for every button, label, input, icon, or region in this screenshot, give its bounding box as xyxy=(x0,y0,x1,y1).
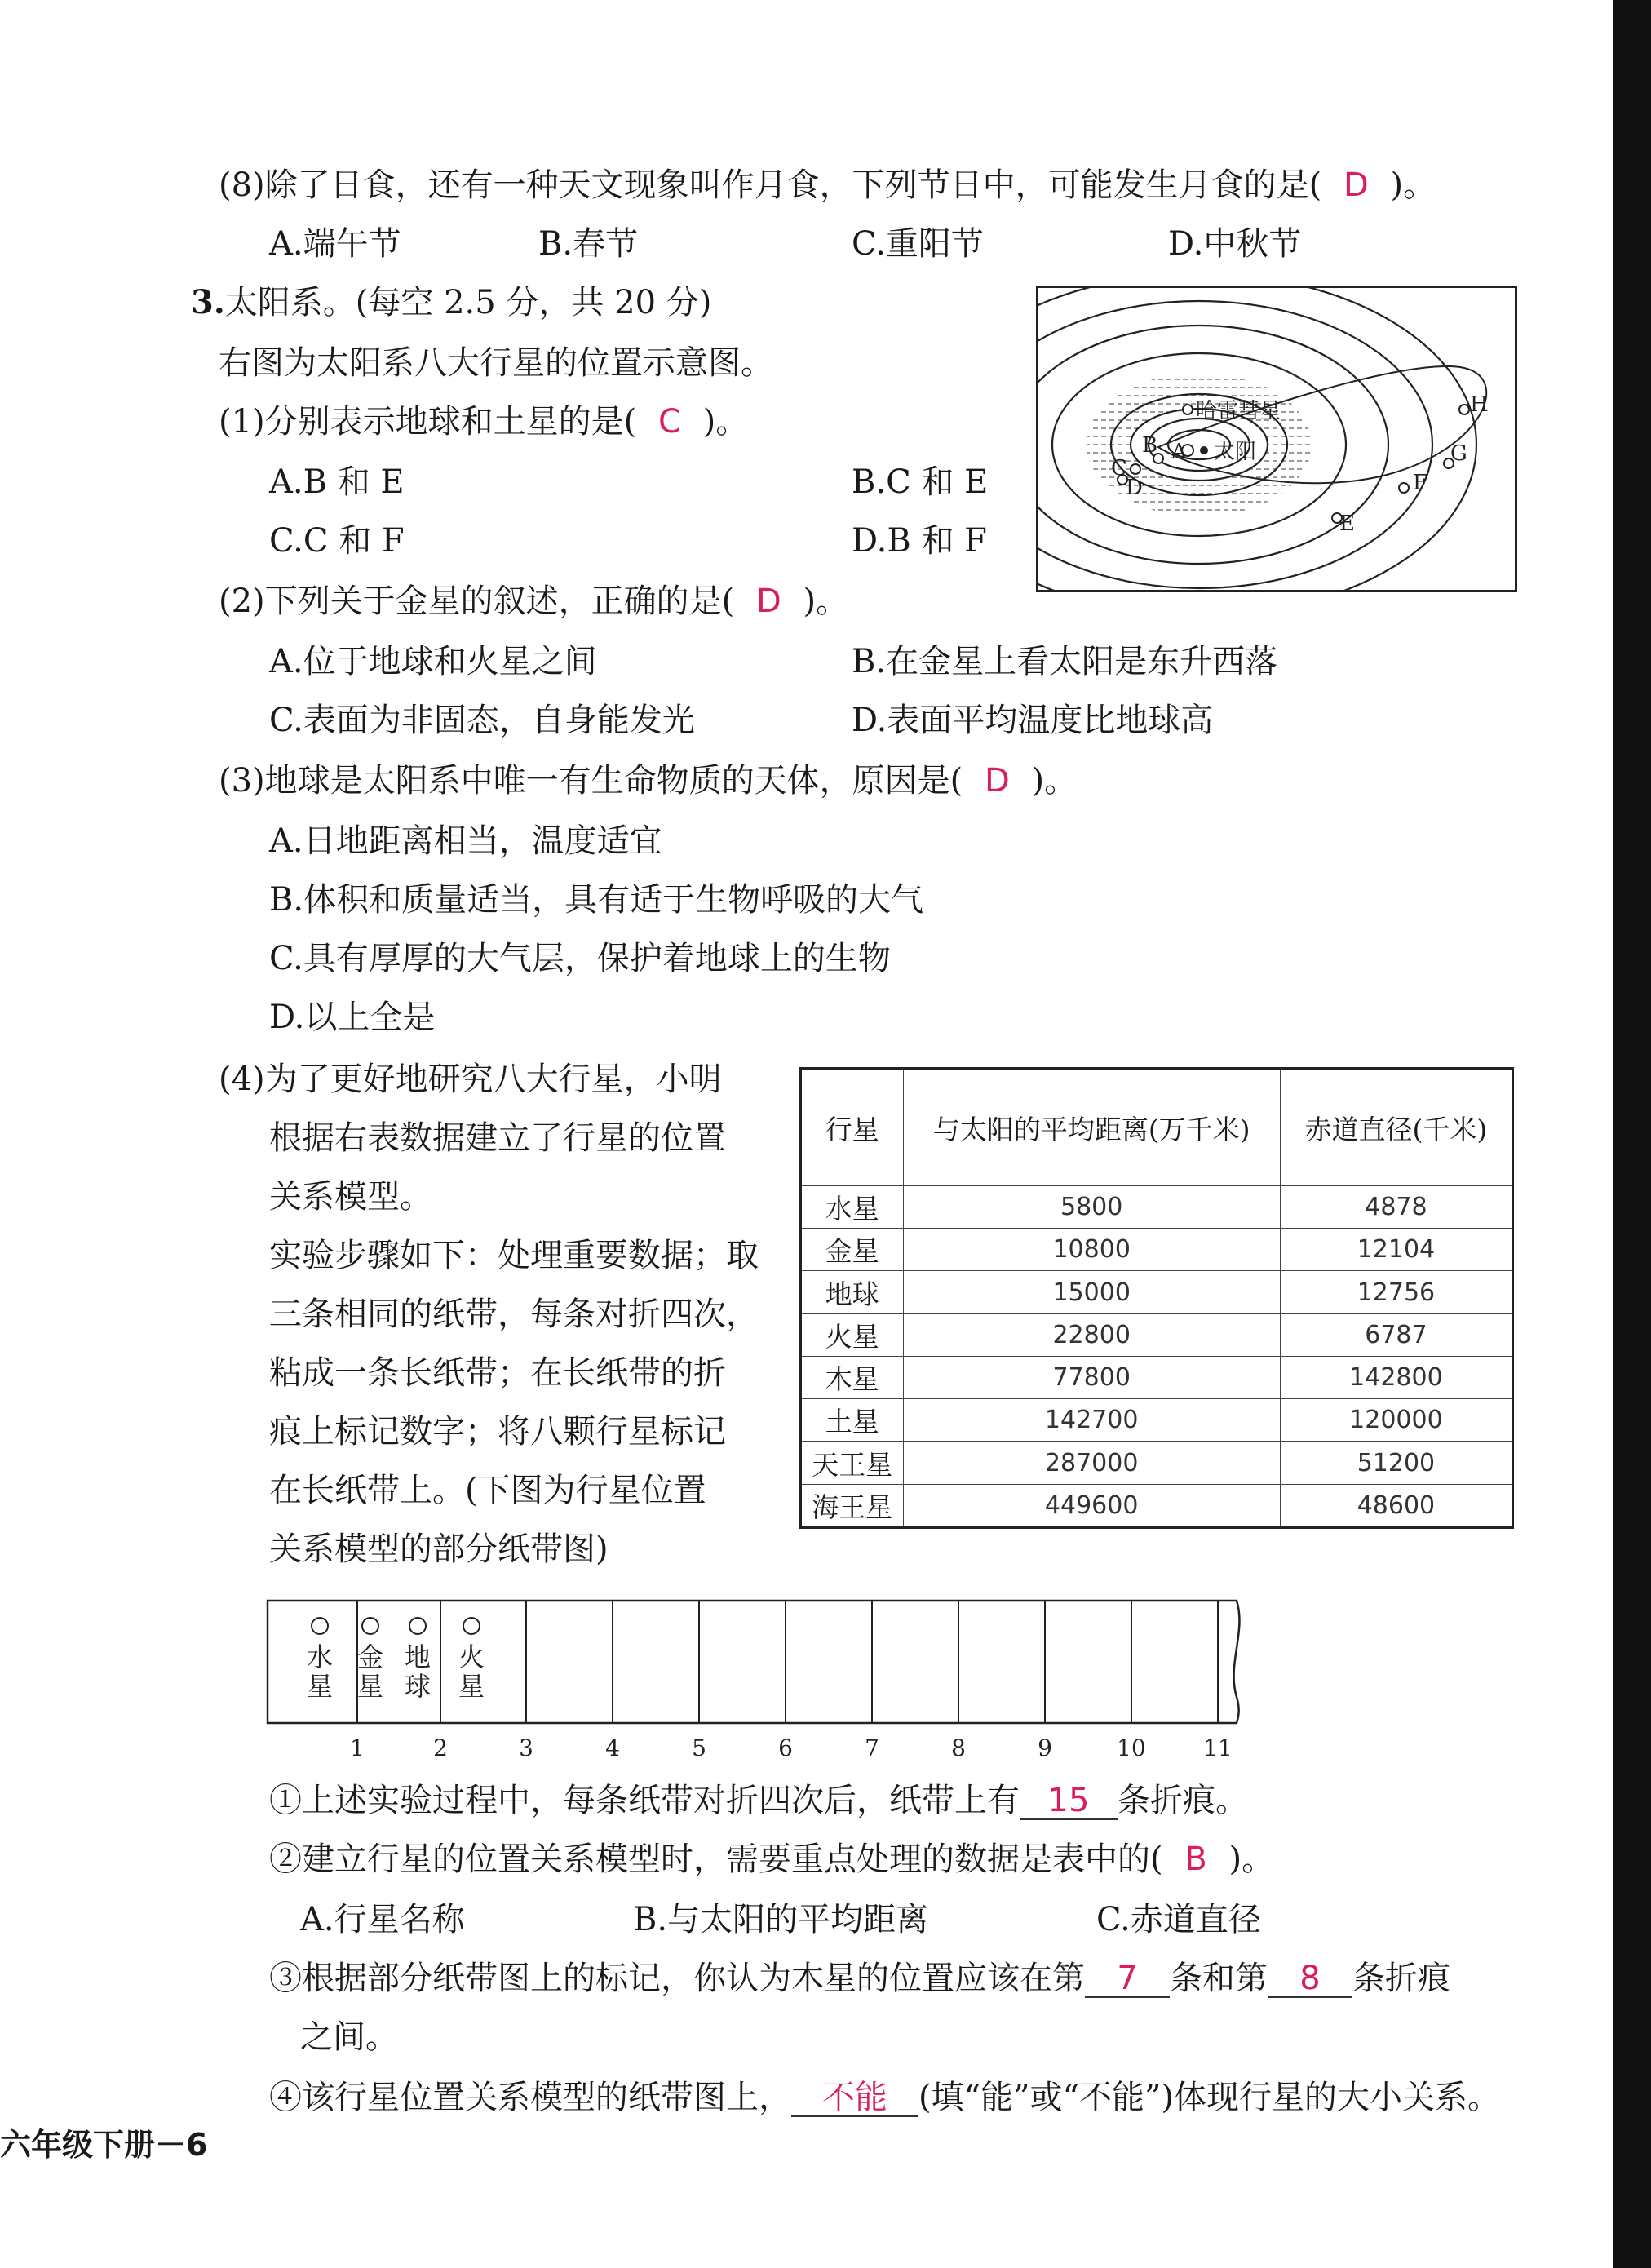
q3-sub2-option-a: A.位于地球和火星之间 xyxy=(269,643,597,680)
q3-sub4-q1-answer: 15 xyxy=(1020,1783,1118,1820)
distance-cell: 22800 xyxy=(903,1313,1280,1356)
planet-data-table xyxy=(799,1067,1514,1529)
q8-option-d: D.中秋节 xyxy=(1168,225,1302,263)
q3-sub3-option-c: C.具有厚厚的大气层，保护着地球上的生物 xyxy=(269,940,891,977)
q3-sub2-stem: (2)下列关于金星的叙述，正确的是( D )。 xyxy=(219,583,849,620)
strip-tick: 11 xyxy=(1203,1734,1233,1761)
planet-name: 土星 xyxy=(801,1399,904,1442)
strip-tick: 8 xyxy=(951,1734,966,1761)
q3-sub4-q4: ④该行星位置关系模型的纸带图上， 不能 (填“能”或“不能”)体现行星的大小关系。 xyxy=(269,2079,1501,2116)
diameter-cell: 12756 xyxy=(1280,1271,1512,1313)
planet-name: 地球 xyxy=(801,1271,904,1313)
label-c: C xyxy=(1111,456,1127,481)
q3-sub4-q3-answer-2: 8 xyxy=(1268,1960,1352,1998)
diameter-cell: 6787 xyxy=(1280,1313,1512,1356)
label-g: G xyxy=(1450,441,1467,466)
distance-cell: 15000 xyxy=(903,1271,1280,1313)
strip-tick: 4 xyxy=(605,1734,620,1761)
q3-sub3-option-a: A.日地距离相当，温度适宜 xyxy=(269,822,662,860)
mars-marker xyxy=(463,1618,480,1634)
q3-sub2-answer: D xyxy=(755,583,781,620)
strip-label-earth-2: 球 xyxy=(404,1671,432,1702)
planet-name: 金星 xyxy=(801,1229,904,1271)
table-row xyxy=(801,1271,1513,1313)
distance-cell: 77800 xyxy=(903,1356,1280,1398)
q3-sub2-option-d: D.表面平均温度比地球高 xyxy=(852,702,1214,739)
q3-sub4-q4-answer: 不能 xyxy=(791,2080,918,2117)
table-row xyxy=(801,1229,1513,1271)
q3-sub4-line-4: 实验步骤如下：处理重要数据；取 xyxy=(269,1237,759,1274)
planet-name: 天王星 xyxy=(801,1442,904,1484)
q8-answer: D xyxy=(1343,166,1369,204)
strip-label-earth-1: 地 xyxy=(404,1641,432,1672)
table-row xyxy=(801,1356,1513,1398)
q3-sub4-line-8: 在长纸带上。(下图为行星位置 xyxy=(269,1472,706,1509)
strip-label-mercury-1: 水 xyxy=(306,1641,334,1672)
q3-sub3-answer: D xyxy=(984,762,1010,800)
q3-sub1-option-c: C.C 和 F xyxy=(269,522,405,560)
label-b: B xyxy=(1142,433,1158,458)
distance-cell: 5800 xyxy=(903,1186,1280,1229)
table-row xyxy=(801,1442,1513,1484)
q3-sub4-q3-line-2: 之间。 xyxy=(300,2018,398,2056)
strip-label-mercury-2: 星 xyxy=(306,1671,334,1702)
q3-title: 3.太阳系。(每空 2.5 分，共 20 分) xyxy=(191,283,712,321)
table-header: 赤道直径(千米) xyxy=(1280,1069,1512,1186)
table-row xyxy=(801,1484,1513,1527)
q3-sub1-option-a: A.B 和 E xyxy=(269,463,405,501)
q3-sub4-line-6: 粘成一条长纸带；在长纸带的折 xyxy=(269,1354,726,1392)
strip-tick: 1 xyxy=(350,1734,365,1761)
planet-name: 海王星 xyxy=(801,1484,904,1527)
table-row xyxy=(801,1186,1513,1229)
diameter-cell: 48600 xyxy=(1280,1484,1512,1527)
q3-sub4-q1: ①上述实验过程中，每条纸带对折四次后，纸带上有 15 条折痕。 xyxy=(269,1782,1248,1819)
label-f: F xyxy=(1413,471,1428,495)
strip-tick: 5 xyxy=(692,1734,706,1761)
q3-sub4-line-3: 关系模型。 xyxy=(269,1178,432,1216)
label-comet: 哈雷彗星 xyxy=(1196,399,1281,423)
table-row xyxy=(801,1313,1513,1356)
sun-icon xyxy=(1200,446,1208,454)
diameter-cell: 4878 xyxy=(1280,1186,1512,1229)
q3-sub4-line-2: 根据右表数据建立了行星的位置 xyxy=(269,1119,726,1157)
q3-intro: 右图为太阳系八大行星的位置示意图。 xyxy=(219,344,773,382)
q3-sub4-line-1: (4)为了更好地研究八大行星，小明 xyxy=(219,1061,722,1098)
table-row xyxy=(801,1399,1513,1442)
mercury-marker xyxy=(312,1618,328,1634)
label-a: A xyxy=(1171,440,1187,464)
q8-option-c: C.重阳节 xyxy=(852,225,984,263)
diameter-cell: 142800 xyxy=(1280,1356,1512,1398)
label-h: H xyxy=(1470,392,1489,417)
distance-cell: 10800 xyxy=(903,1229,1280,1271)
strip-label-mars-1: 火 xyxy=(458,1641,485,1672)
strip-tick: 9 xyxy=(1038,1734,1052,1761)
q3-sub2-option-c: C.表面为非固态，自身能发光 xyxy=(269,702,695,739)
q3-sub4-line-9: 关系模型的部分纸带图) xyxy=(269,1530,609,1568)
table-header: 行星 xyxy=(801,1069,904,1186)
distance-cell: 142700 xyxy=(903,1399,1280,1442)
strip-tick: 10 xyxy=(1117,1734,1146,1761)
q3-sub3-stem: (3)地球是太阳系中唯一有生命物质的天体，原因是( D )。 xyxy=(219,762,1078,800)
q8-stem: (8)除了日食，还有一种天文现象叫作月食，下列节日中，可能发生月食的是( D )。 xyxy=(219,166,1436,204)
q3-sub4-q2-option-a: A.行星名称 xyxy=(300,1901,465,1938)
q3-sub1-option-b: B.C 和 E xyxy=(852,463,989,501)
table-header: 与太阳的平均距离(万千米) xyxy=(903,1069,1280,1186)
q8-option-b: B.春节 xyxy=(538,225,639,263)
q3-sub4-q2-option-b: B.与太阳的平均距离 xyxy=(633,1901,929,1938)
strip-label-venus-2: 星 xyxy=(356,1671,384,1702)
label-e: E xyxy=(1339,512,1355,536)
strip-label-mars-2: 星 xyxy=(458,1671,485,1702)
q3-sub4-q2-answer: B xyxy=(1184,1841,1207,1878)
diameter-cell: 51200 xyxy=(1280,1442,1512,1484)
planet-name: 木星 xyxy=(801,1356,904,1398)
diameter-cell: 12104 xyxy=(1280,1229,1512,1271)
q3-sub1-option-d: D.B 和 F xyxy=(852,522,987,560)
q3-sub4-line-7: 痕上标记数字；将八颗行星标记 xyxy=(269,1413,726,1451)
diameter-cell: 120000 xyxy=(1280,1399,1512,1442)
label-sun: 太阳 xyxy=(1214,440,1257,464)
q3-sub4-q2-option-c: C.赤道直径 xyxy=(1096,1901,1261,1938)
q8-option-a: A.端午节 xyxy=(269,225,401,263)
solar-system-diagram xyxy=(1036,286,1517,592)
strip-label-venus-1: 金 xyxy=(356,1641,384,1672)
planet-name: 水星 xyxy=(801,1186,904,1229)
q3-sub4-q2: ②建立行星的位置关系模型时，需要重点处理的数据是表中的( B )。 xyxy=(269,1841,1275,1878)
page-footer: 六年级下册－6 xyxy=(0,2127,208,2163)
q3-sub2-option-b: B.在金星上看太阳是东升西落 xyxy=(852,643,1278,680)
label-d: D xyxy=(1126,476,1143,500)
distance-cell: 287000 xyxy=(903,1442,1280,1484)
earth-marker xyxy=(409,1618,426,1634)
q3-sub4-q3-answer-1: 7 xyxy=(1085,1960,1170,1998)
q3-sub3-option-d: D.以上全是 xyxy=(269,999,436,1036)
strip-tick: 3 xyxy=(519,1734,533,1761)
q3-sub1-stem: (1)分别表示地球和土星的是( C )。 xyxy=(219,403,749,441)
strip-tick: 6 xyxy=(778,1734,793,1761)
q3-sub4-line-5: 三条相同的纸带，每条对折四次， xyxy=(269,1296,759,1333)
strip-tick: 2 xyxy=(433,1734,448,1761)
q3-sub3-option-b: B.体积和质量适当，具有适于生物呼吸的大气 xyxy=(269,881,924,919)
q3-sub4-q3: ③根据部分纸带图上的标记，你认为木星的位置应该在第 7 条和第 8 条折痕 xyxy=(269,1960,1450,1997)
paper-strip-diagram xyxy=(261,1599,1256,1770)
strip-tick: 7 xyxy=(865,1734,879,1761)
q3-sub1-answer: C xyxy=(657,403,681,441)
scan-edge xyxy=(1613,0,1651,2268)
distance-cell: 449600 xyxy=(903,1484,1280,1527)
table-header-row xyxy=(801,1069,1513,1186)
planet-name: 火星 xyxy=(801,1313,904,1356)
venus-marker xyxy=(362,1618,378,1634)
